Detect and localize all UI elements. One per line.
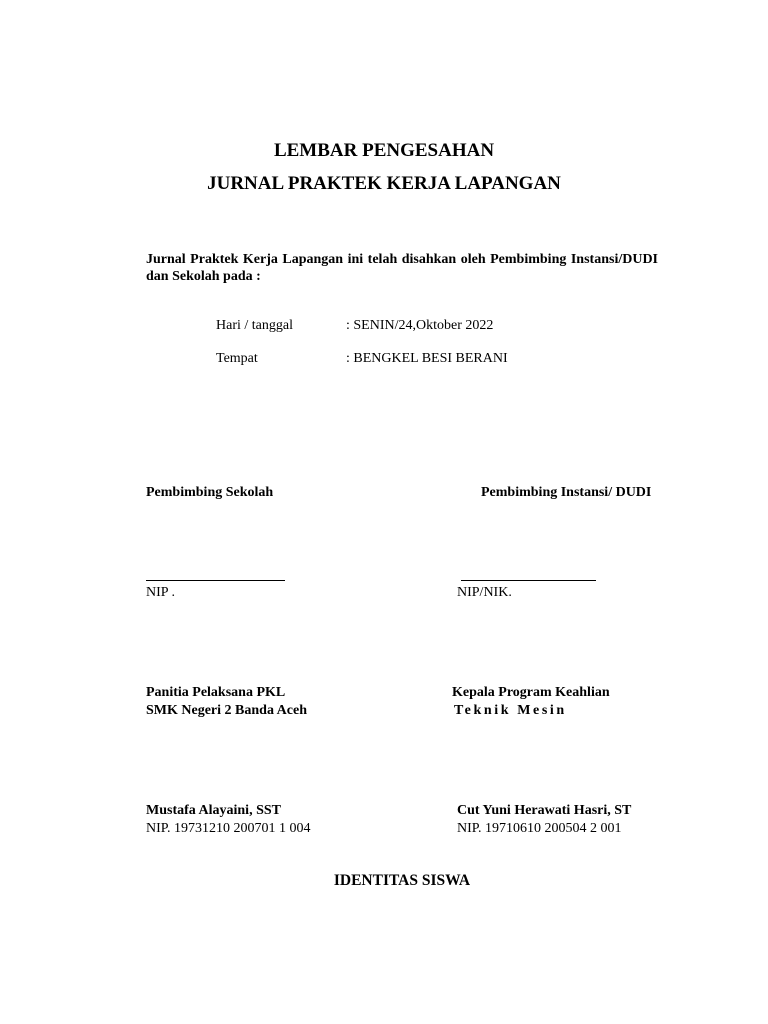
program-head-program: Teknik Mesin [454, 703, 567, 718]
place-value: : BENGKEL BESI BERANI [346, 351, 508, 366]
page-title: LEMBAR PENGESAHAN [273, 140, 495, 161]
committee-title: Panitia Pelaksana PKL [146, 685, 286, 700]
day-value: : SENIN/24,Oktober 2022 [346, 318, 494, 333]
institution-supervisor-title: Pembimbing Instansi/ DUDI [481, 485, 652, 500]
intro-paragraph: Jurnal Praktek Kerja Lapangan ini telah disahkan oleh Pembimbing Instansi/DUDI dan Sekolah pada : [146, 252, 658, 284]
committee-nip: NIP. 19731210 200701 1 004 [146, 821, 311, 836]
page-subtitle: JURNAL PRAKTEK KERJA LAPANGAN [207, 173, 561, 194]
school-supervisor-title: Pembimbing Sekolah [146, 485, 274, 500]
school-signature-line [146, 580, 285, 581]
place-label: Tempat [216, 351, 258, 366]
institution-nip-label: NIP/NIK. [457, 585, 512, 600]
day-label: Hari / tanggal [216, 318, 293, 333]
committee-name: Mustafa Alayaini, SST [146, 803, 281, 818]
student-identity-title: IDENTITAS SISWA [333, 872, 471, 889]
program-head-title: Kepala Program Keahlian [452, 685, 610, 700]
committee-school: SMK Negeri 2 Banda Aceh [146, 703, 307, 718]
program-head-nip: NIP. 19710610 200504 2 001 [457, 821, 622, 836]
school-nip-label: NIP . [146, 585, 176, 600]
institution-signature-line [461, 580, 596, 581]
program-head-name: Cut Yuni Herawati Hasri, ST [457, 803, 632, 818]
